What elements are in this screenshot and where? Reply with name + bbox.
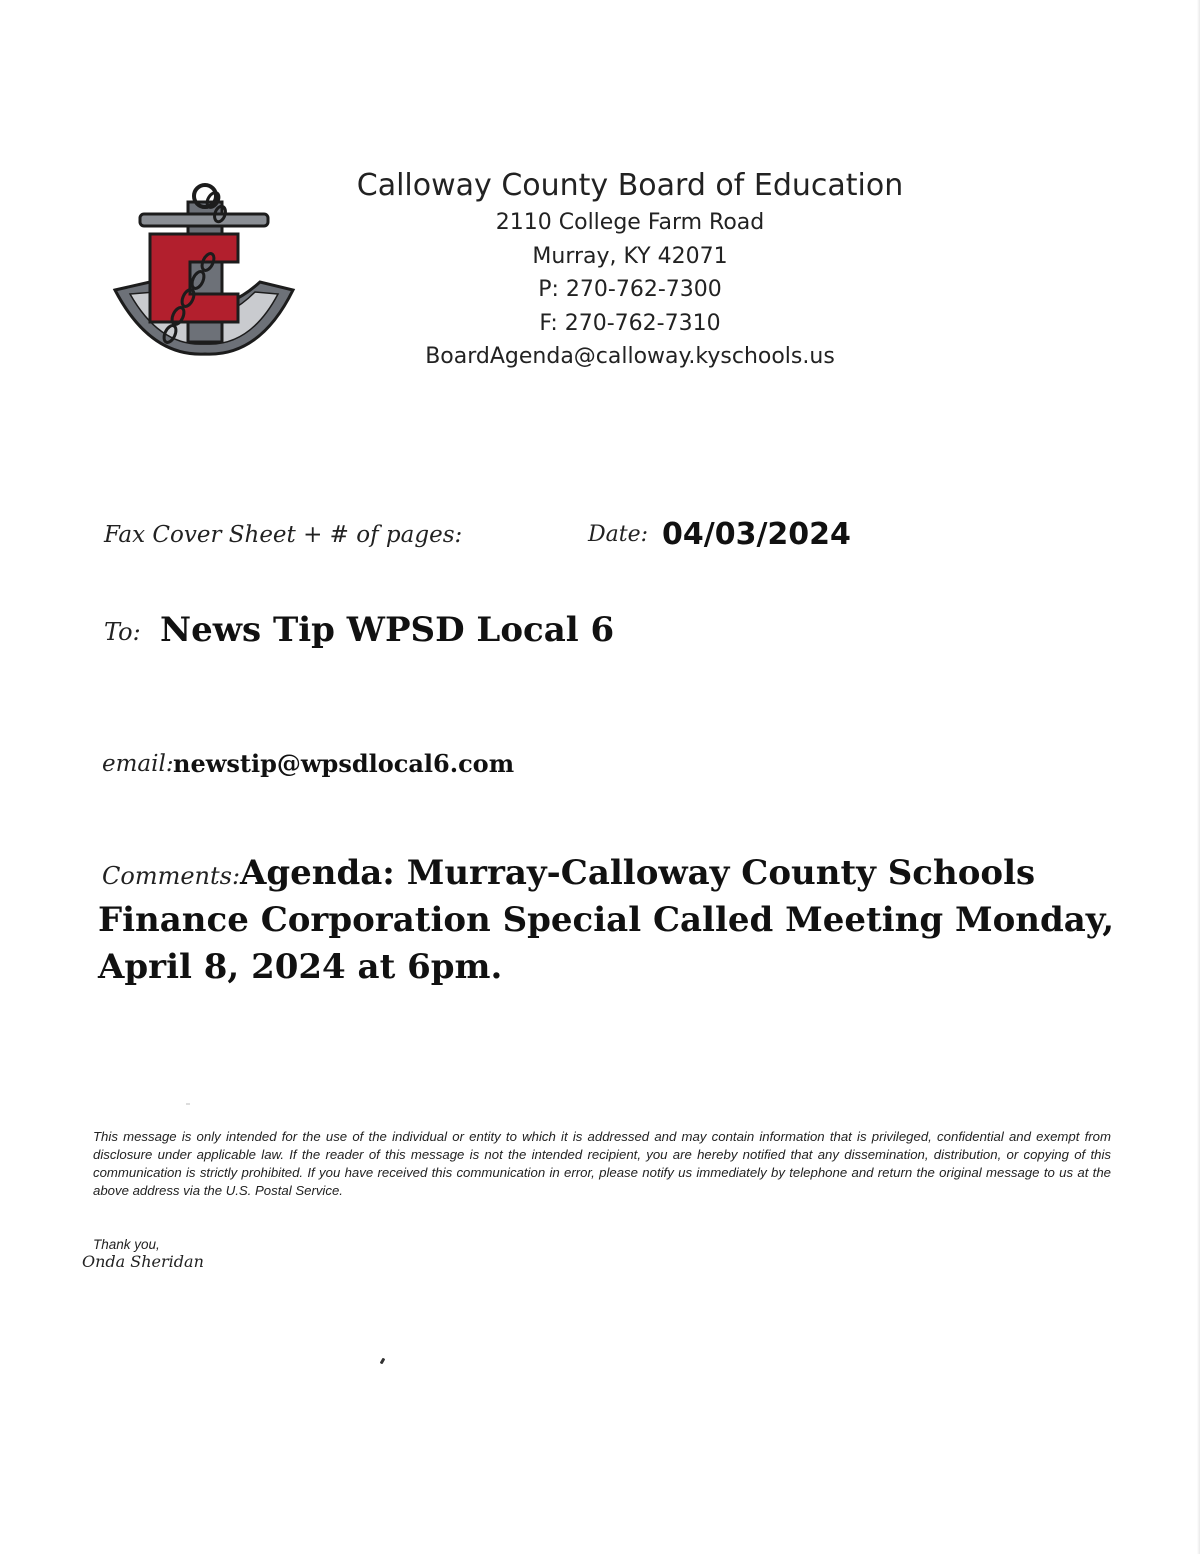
closing-thanks: Thank you, [93,1237,160,1252]
to-label: To: [104,618,141,646]
date-value: 04/03/2024 [662,517,851,552]
comments-label: Comments: [102,862,241,890]
scan-speck [186,1103,190,1105]
organization-name: Calloway County Board of Education [356,168,904,203]
signature: Onda Sheridan [82,1252,204,1271]
comments-value: Agenda: Murray-Calloway County Schools Finance Corporation Special Called Meeting Monday, April 8, 2024 at 6pm. [98,853,1115,987]
email-label: email: [102,751,174,777]
organization-email: BoardAgenda@calloway.kyschools.us [425,344,835,369]
recipient-name: News Tip WPSD Local 6 [160,610,615,650]
date-label: Date: [588,522,649,547]
scan-speck [380,1358,386,1365]
fax-number: F: 270-762-7310 [539,310,721,336]
address-line-1: 2110 College Farm Road [495,210,765,235]
phone-number: P: 270-762-7300 [538,277,722,302]
organization-header [330,166,930,374]
recipient-email: newstip@wpsdlocal6.com [173,749,515,778]
comments-block [98,850,1148,991]
fax-cover-label: Fax Cover Sheet + # of pages: [104,522,463,548]
confidentiality-disclaimer: This message is only intended for the use of the individual or entity to which it is addressed and may contain information that is privileged, confidential and exempt from disclosure under applicable law. If the reader of this message is not the intended recipient, you are hereby notified that any dissemination, distribution, or copying of this communication is strictly prohibited. If you have received this communication in error, please notify us immediately by telephone and return the original message to us at the above address via the U.S. Postal Service. [93,1129,1111,1198]
anchor-c-logo-icon [110,182,300,362]
address-line-2: Murray, KY 42071 [532,243,728,269]
